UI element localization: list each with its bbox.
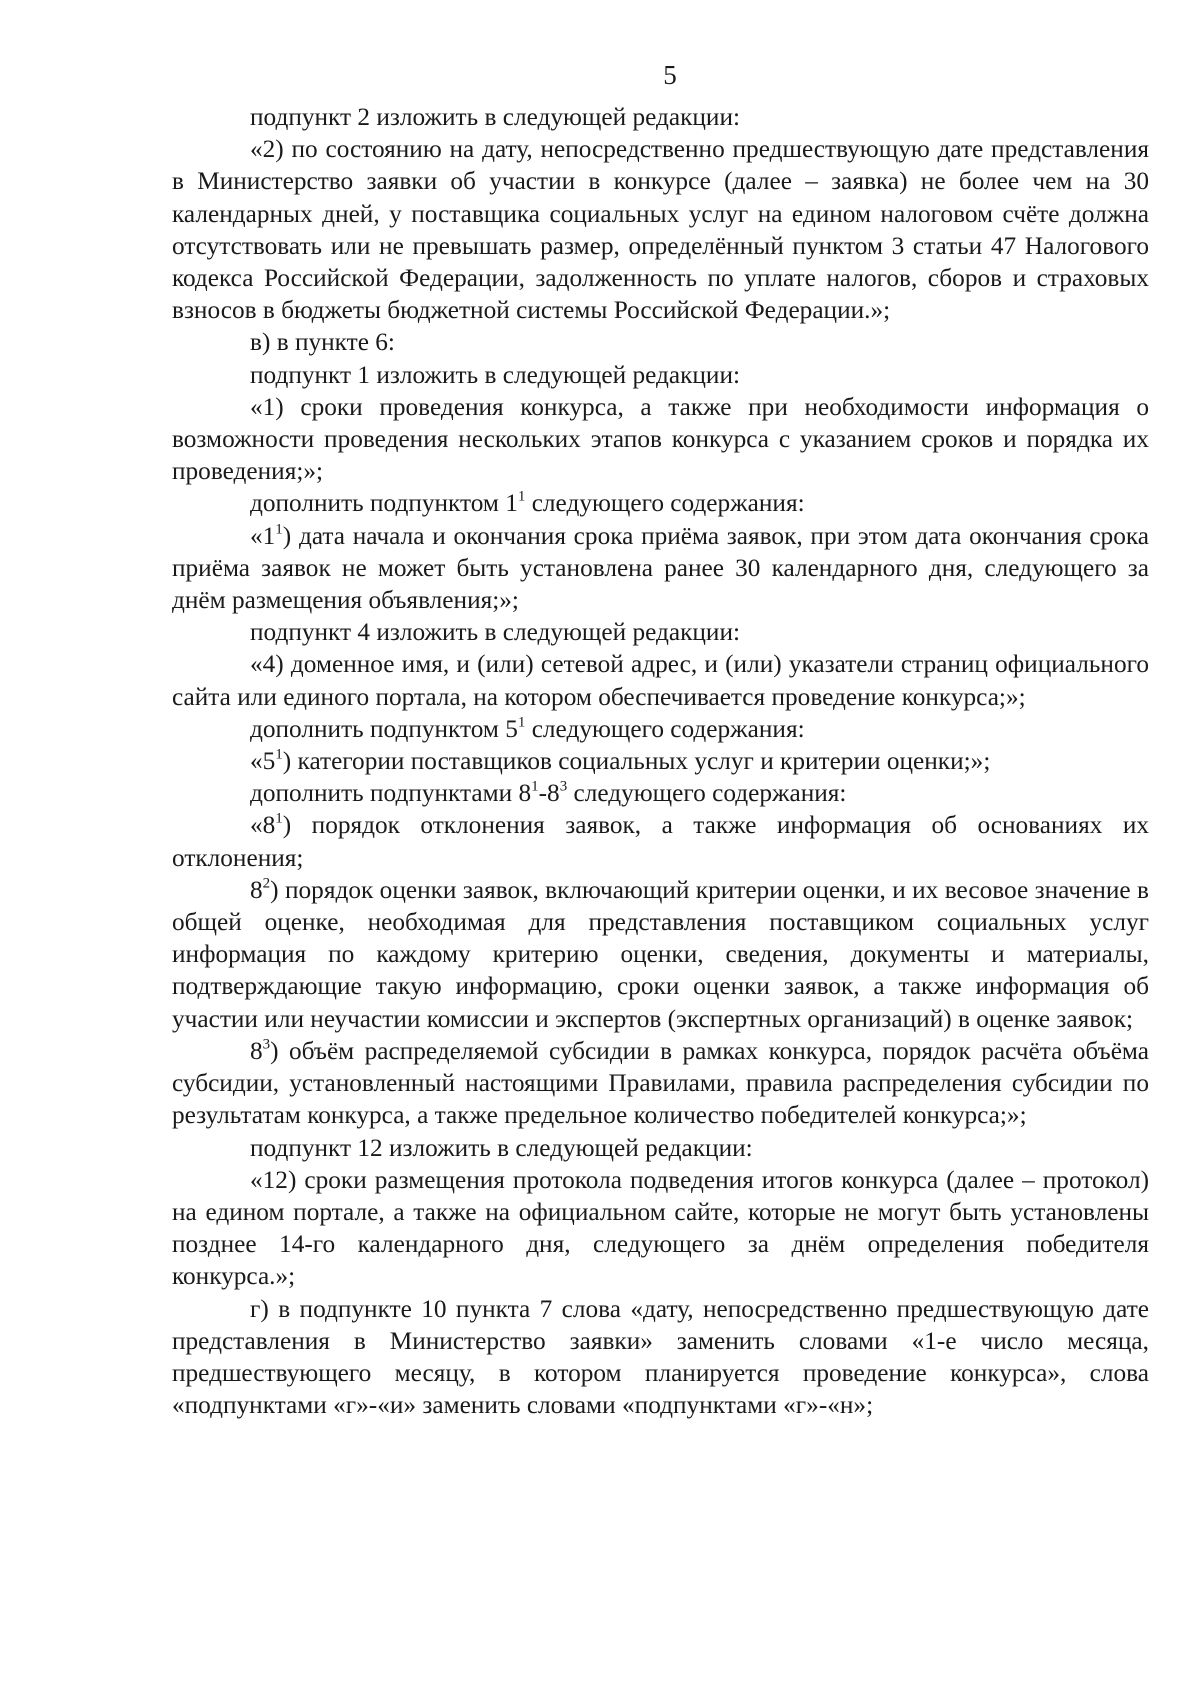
paragraph [172,777,1149,809]
paragraph-text: ) порядок отклонения заявок, а также информация об основаниях их отклонения; [172,811,1149,872]
superscript: 1 [275,810,283,827]
paragraph-text: подпункт 12 изложить в следующей редакции: [250,1133,753,1162]
paragraph-text: ) дата начала и окончания срока приёма заявок, при этом дата окончания срока приёма заявок не может быть установлена ранее 30 календарного дня, следующего за днём размещения объявления;»; [172,521,1149,615]
paragraph-text: дополнить подпунктом 1 [250,489,518,518]
paragraph [172,487,1149,519]
paragraph-text: 8 [250,1036,263,1065]
paragraph-text: дополнить подпунктом 5 [250,714,518,743]
paragraph-text: следующего содержания: [525,489,805,518]
paragraph-text: подпункт 4 изложить в следующей редакции: [250,618,741,647]
paragraph [172,648,1149,712]
paragraph [172,326,1149,358]
paragraph [172,101,1149,133]
paragraph-text: «12) сроки размещения протокола подведения итогов конкурса (далее – протокол) на едином портале, а также на официальном сайте, которые не могут быть установлены позднее 14-го календарного дня, следующего за днём определения победителя конкурса.»; [172,1165,1149,1291]
paragraph [172,616,1149,648]
paragraph [172,1164,1149,1293]
superscript: 1 [275,521,283,538]
paragraph-text: 8 [250,875,263,904]
superscript: 3 [262,1036,271,1053]
paragraph [172,359,1149,391]
paragraph [172,713,1149,745]
superscript: 2 [262,875,271,892]
superscript: 1 [517,488,526,505]
page-number: 5 [663,60,677,90]
paragraph-text: следующего содержания: [567,779,847,808]
paragraph-text: «1 [250,521,276,550]
paragraph [172,391,1149,488]
paragraph-text: подпункт 1 изложить в следующей редакции: [250,360,741,389]
paragraph-text: -8 [538,779,560,808]
paragraph-text: г) в подпункте 10 пункта 7 слова «дату, непосредственно предшествующую дате представления в Министерство заявки» заменить словами «1-е число месяца, предшествующего месяцу, в котором планируется проведение конкурса», слова «подпунктами «г»-«и» заменить словами «подпунктами «г»-«н»; [172,1294,1149,1420]
paragraph-text: «2) по состоянию на дату, непосредственно предшествующую дате представления в Министерство заявки об участии в конкурсе (далее – заявка) не более чем на 30 календарных дней, у поставщика социальных услуг на едином налоговом счёте должна отсутствовать или не превышать размер, определённый пунктом 3 статьи 47 Налогового кодекса Российской Федерации, задолженность по уплате налогов, сборов и страховых взносов в бюджеты бюджетной системы Российской Федерации.»; [172,135,1149,325]
superscript: 1 [531,778,539,795]
paragraph-text: «8 [250,811,276,840]
paragraph-text: ) объём распределяемой субсидии в рамках конкурса, порядок расчёта объёма субсидии, установленный настоящими Правилами, правила распределения субсидии по результатам конкурса, а также предельное количество победителей конкурса;»; [172,1036,1149,1130]
paragraph [172,1293,1149,1422]
paragraph-text: ) порядок оценки заявок, включающий критерии оценки, и их весовое значение в общей оценке, необходимая для представления поставщиком социальных услуг информация по каждому критерию оценки, сведения, документы и материалы, подтверждающие такую информацию, сроки оценки заявок, а также информация об участии или неучастии комиссии и экспертов (экспертных организаций) в оценке заявок; [172,875,1149,1033]
paragraph [172,520,1149,617]
paragraph-text: «1) сроки проведения конкурса, а также при необходимости информация о возможности проведения нескольких этапов конкурса с указанием сроков и порядка их проведения;»; [172,392,1149,486]
superscript: 1 [517,714,526,731]
paragraph-text: «5 [250,747,276,776]
paragraph-text: «4) доменное имя, и (или) сетевой адрес, и (или) указатели страниц официального сайта или единого портала, на котором обеспечивается проведение конкурса;»; [172,650,1149,711]
paragraph-text: подпункт 2 изложить в следующей редакции: [250,103,741,131]
paragraph [172,745,1149,777]
paragraph-text: дополнить подпунктами 8 [250,779,532,808]
paragraph [172,1132,1149,1164]
paragraph [172,1035,1149,1132]
document-body [172,101,1149,1421]
paragraph-text: следующего содержания: [525,714,805,743]
paragraph [172,133,1149,326]
paragraph [172,874,1149,1035]
superscript: 3 [559,778,568,795]
paragraph-text: ) категории поставщиков социальных услуг и критерии оценки;»; [282,747,991,776]
paragraph [172,809,1149,873]
paragraph-text: в) в пункте 6: [250,328,395,357]
superscript: 1 [275,746,283,763]
